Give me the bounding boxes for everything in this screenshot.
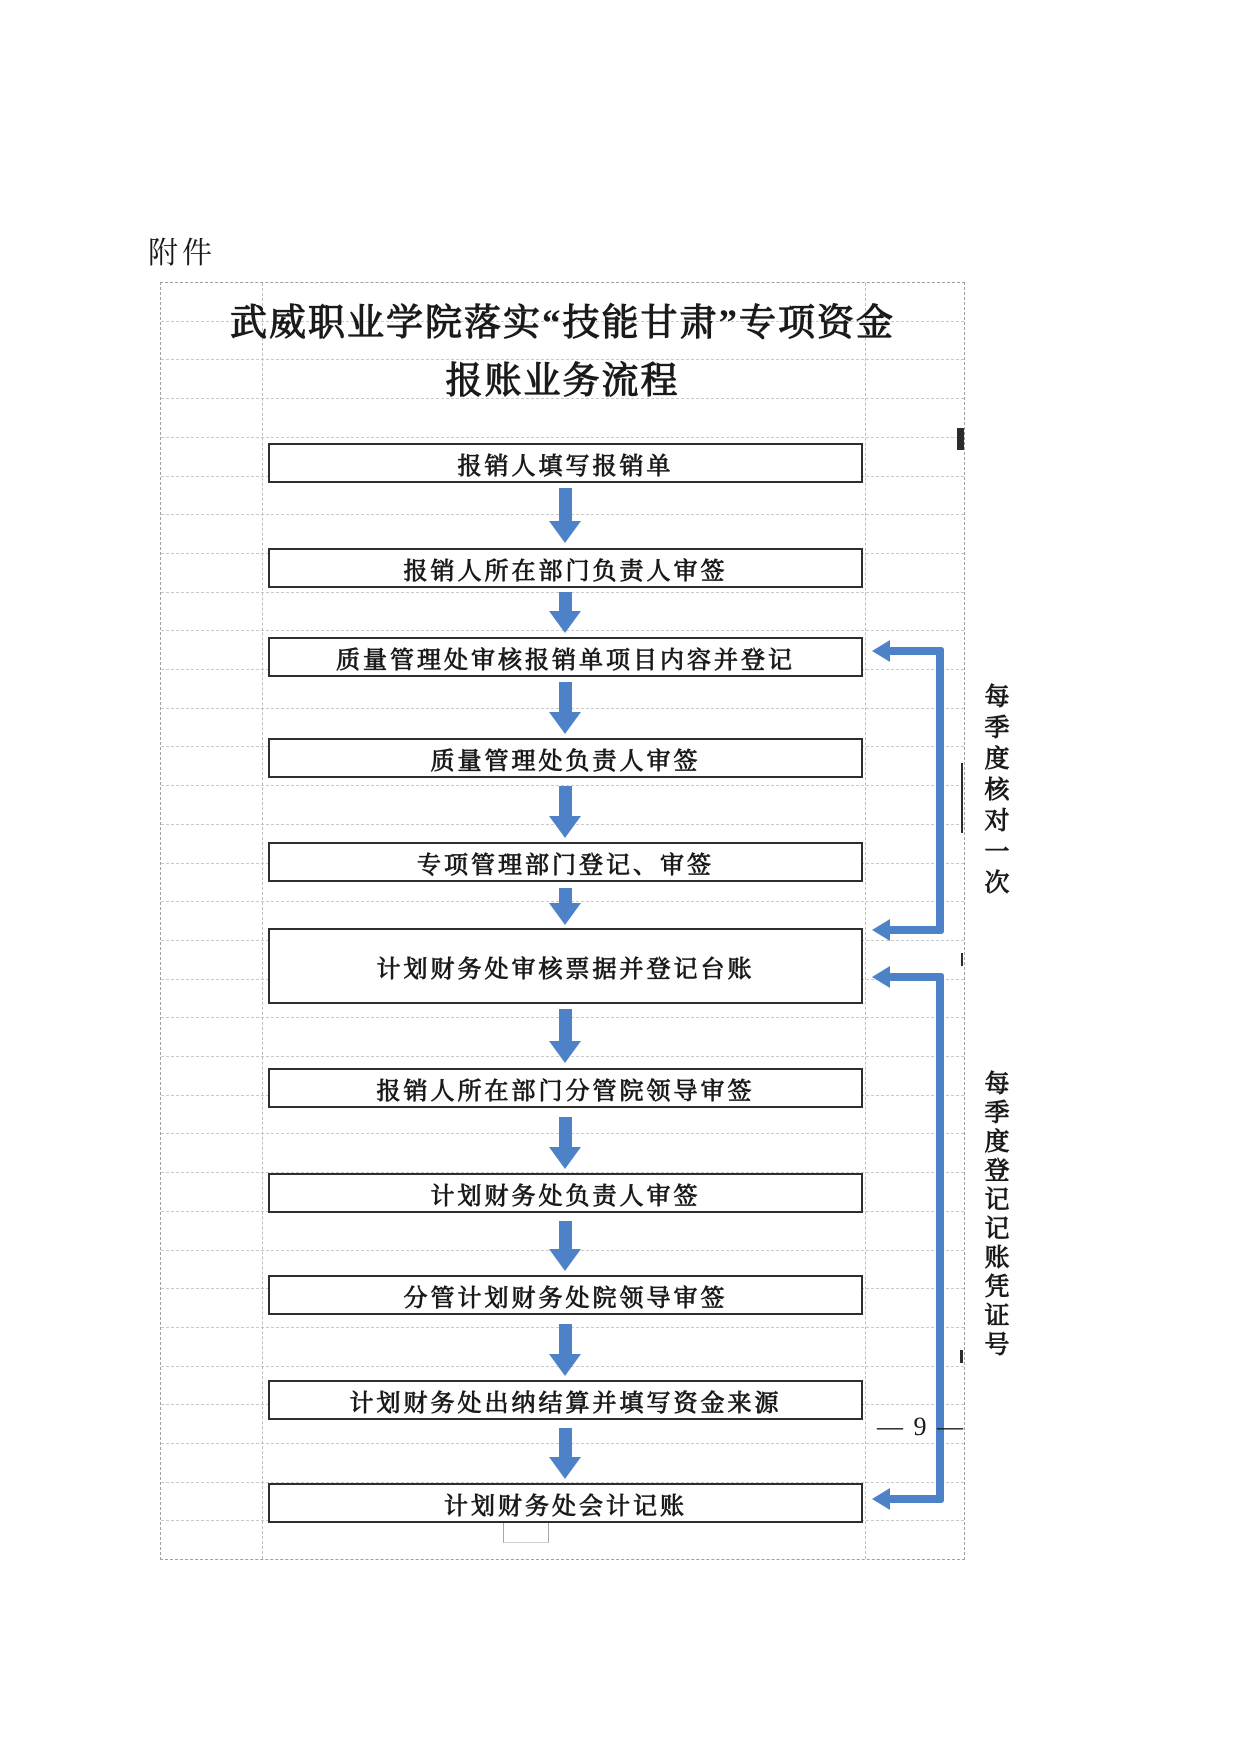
table-artifact-mark [957, 428, 964, 450]
table-gridline-vertical-right [865, 283, 866, 1559]
flow-step-5: 专项管理部门登记、审签 [268, 842, 863, 882]
down-arrow-icon [549, 1117, 581, 1169]
down-arrow-icon [549, 682, 581, 734]
flow-step-10: 计划财务处出纳结算并填写资金来源 [268, 1380, 863, 1420]
flowchart-title-line1: 武威职业学院落实“技能甘肃”专项资金 [230, 303, 895, 344]
bracket1-bottom-segment [888, 926, 944, 934]
down-arrow-icon [549, 1324, 581, 1376]
flow-step-1: 报销人填写报销单 [268, 443, 863, 483]
flow-step-6: 计划财务处审核票据并登记台账 [268, 928, 863, 1004]
flowchart-title-line2: 报账业务流程 [445, 361, 680, 402]
down-arrow-icon [549, 786, 581, 838]
table-gridline-vertical-left [262, 283, 263, 1559]
down-arrow-icon [549, 488, 581, 543]
bracket2-bottom-arrow-icon [872, 1488, 890, 1510]
down-arrow-icon [549, 1221, 581, 1271]
flow-step-4: 质量管理处负责人审签 [268, 738, 863, 778]
attachment-label: 附件 [148, 237, 216, 270]
flow-step-8: 计划财务处负责人审签 [268, 1173, 863, 1213]
table-artifact-cell [503, 1523, 549, 1543]
bracket1-vertical-segment [936, 647, 944, 934]
flow-step-11: 计划财务处会计记账 [268, 1483, 863, 1523]
table-artifact-mark [961, 763, 963, 833]
flow-step-9: 分管计划财务处院领导审签 [268, 1275, 863, 1315]
side-note-quarterly-register: 每季度登记记账凭证号 [981, 1070, 1008, 1360]
flow-step-7: 报销人所在部门分管院领导审签 [268, 1068, 863, 1108]
flow-step-2: 报销人所在部门负责人审签 [268, 548, 863, 588]
down-arrow-icon [549, 1428, 581, 1479]
bracket2-bottom-segment [888, 1495, 944, 1503]
side-note-quarterly-check: 每季度核对一次 [981, 683, 1008, 900]
down-arrow-icon [549, 592, 581, 633]
down-arrow-icon [549, 1009, 581, 1063]
table-artifact-mark [961, 953, 963, 966]
bracket1-bottom-arrow-icon [872, 919, 890, 941]
flow-step-3: 质量管理处审核报销单项目内容并登记 [268, 637, 863, 677]
down-arrow-icon [549, 888, 581, 925]
table-artifact-mark [960, 1350, 963, 1363]
page-number: — 9 — [877, 1412, 965, 1441]
